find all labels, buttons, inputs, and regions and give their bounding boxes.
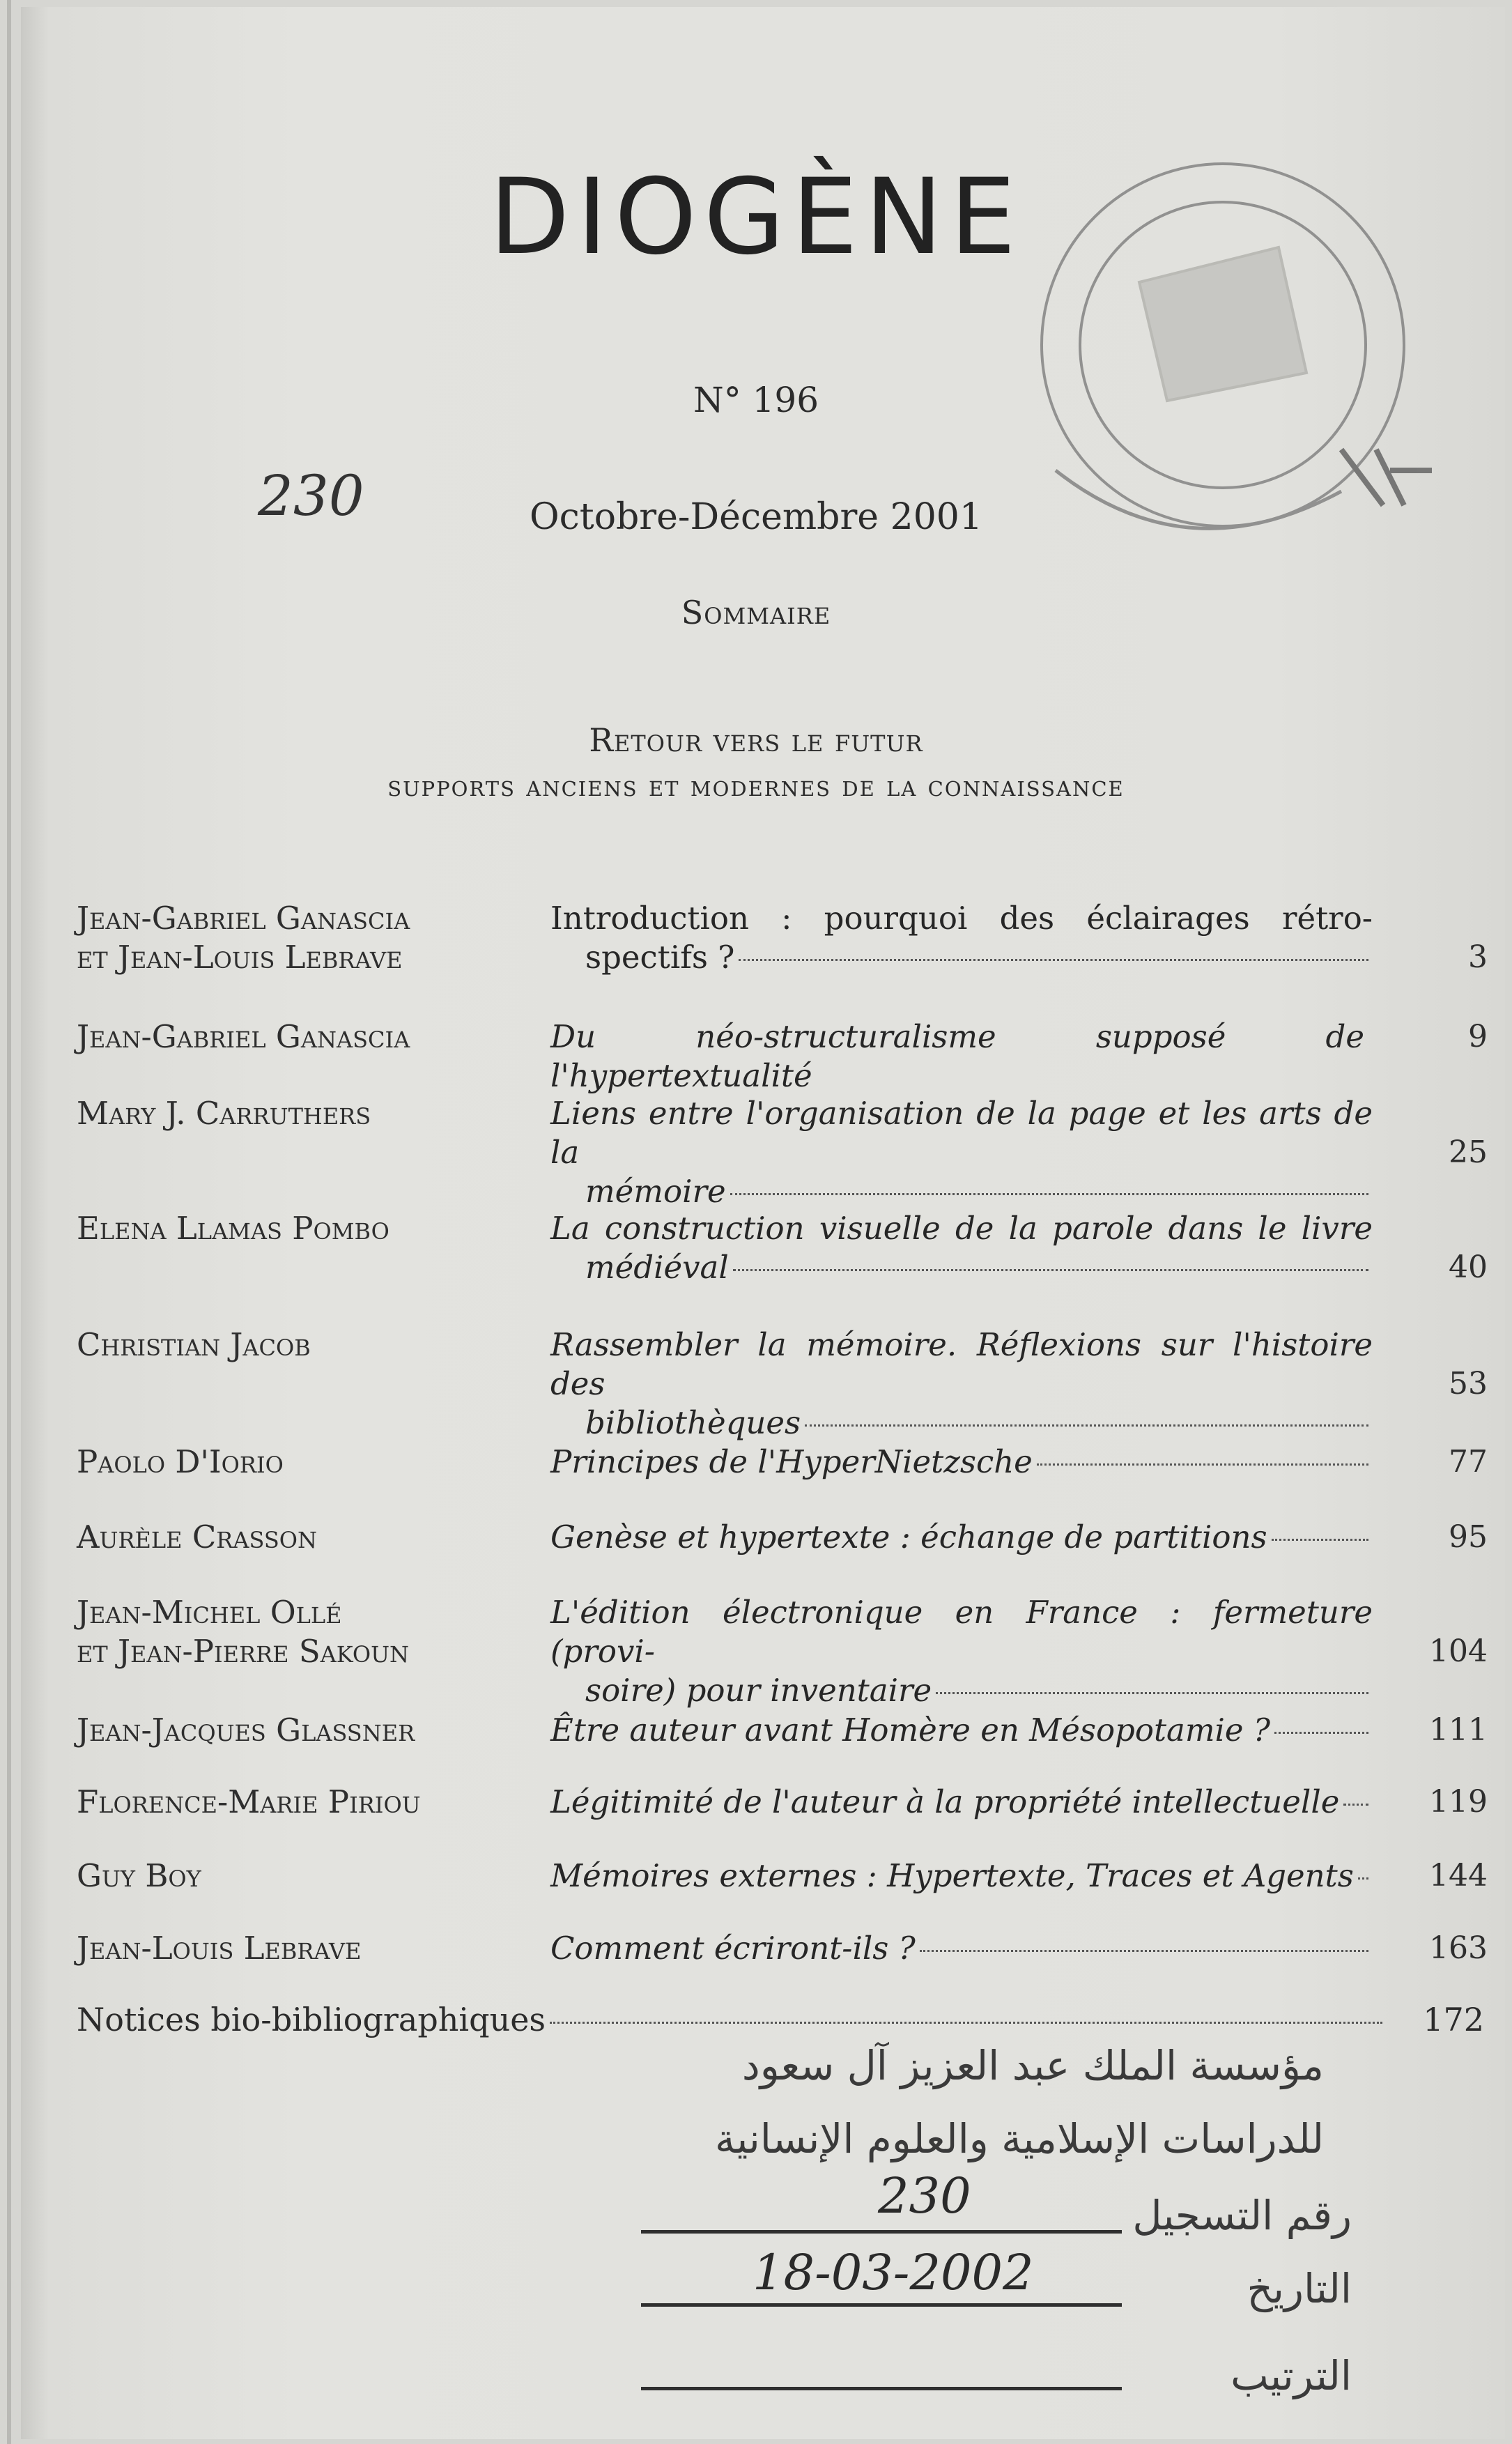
registration-date-label: التاريخ bbox=[1247, 2265, 1352, 2312]
entry-authors: Elena Llamas Pombo bbox=[77, 1210, 389, 1247]
entry-title: Légitimité de l'auteur à la propriété intellectuelle bbox=[550, 1783, 1373, 1822]
summary-heading: Sommaire bbox=[681, 594, 831, 631]
registration-stamp bbox=[627, 2028, 1366, 2418]
issue-date: Octobre-Décembre 2001 bbox=[530, 496, 982, 538]
entry-page: 53 bbox=[1449, 1366, 1488, 1401]
entry-authors: Guy Boy bbox=[77, 1857, 201, 1894]
registration-number-label: رقم التسجيل bbox=[1132, 2192, 1352, 2239]
classification-label: الترتيب bbox=[1231, 2352, 1352, 2399]
classification-line bbox=[641, 2387, 1122, 2390]
notices-page: 172 bbox=[1423, 2001, 1484, 2038]
institution-line1: مؤسسة الملك عبد العزيز آل سعود bbox=[741, 2042, 1324, 2089]
entry-page: 25 bbox=[1449, 1135, 1488, 1170]
entry-authors: Aurèle Crasson bbox=[77, 1519, 317, 1555]
registration-number: 230 bbox=[878, 2167, 971, 2224]
entry-authors: Florence-Marie Piriou bbox=[77, 1783, 421, 1820]
handwritten-number: 230 bbox=[258, 463, 364, 528]
spine-shadow bbox=[7, 0, 11, 2444]
entry-authors: Jean-Michel Ollé et Jean-Pierre Sakoun bbox=[77, 1594, 410, 1670]
entry-authors: Paolo D'Iorio bbox=[77, 1443, 284, 1480]
entry-authors: Mary J. Carruthers bbox=[77, 1095, 371, 1132]
entry-authors: Jean-Louis Lebrave bbox=[77, 1930, 362, 1967]
registration-number-line bbox=[641, 2230, 1122, 2234]
entry-page: 40 bbox=[1449, 1250, 1488, 1285]
registration-date: 18-03-2002 bbox=[753, 2244, 1034, 2301]
entry-page: 144 bbox=[1429, 1858, 1488, 1893]
registration-date-line bbox=[641, 2303, 1122, 2307]
entry-page: 77 bbox=[1449, 1444, 1488, 1480]
theme-title: Retour vers le futur bbox=[589, 721, 923, 759]
entry-title: Mémoires externes : Hypertexte, Traces et Agents bbox=[550, 1857, 1373, 1896]
entry-title: Genèse et hypertexte : échange de partitions bbox=[550, 1518, 1373, 1557]
entry-title: L'édition électronique en France : fermeture (provi- soire) pour inventaire bbox=[550, 1594, 1373, 1709]
entry-title: Introduction : pourquoi des éclairages rétro- spectifs ? bbox=[550, 900, 1373, 976]
entry-page: 111 bbox=[1429, 1712, 1488, 1748]
entry-title: Comment écriront-ils ? bbox=[550, 1929, 1373, 1968]
entry-authors: Christian Jacob bbox=[77, 1326, 311, 1363]
theme-subtitle: supports anciens et modernes de la connaissance bbox=[387, 769, 1125, 803]
entry-title: Principes de l'HyperNietzsche bbox=[550, 1443, 1373, 1482]
notices-label: Notices bio-bibliographiques bbox=[77, 2001, 546, 2038]
entry-authors: Jean-Gabriel Ganascia bbox=[77, 1018, 410, 1055]
entry-page: 3 bbox=[1468, 939, 1488, 975]
entry-page: 104 bbox=[1429, 1634, 1488, 1669]
entry-title: Liens entre l'organisation de la page et les arts de la mémoire bbox=[550, 1095, 1373, 1210]
entry-page: 163 bbox=[1429, 1930, 1488, 1966]
institution-line2: للدراسات الإسلامية والعلوم الإنسانية bbox=[714, 2115, 1324, 2162]
entry-title: Du néo-structuralisme supposé de l'hypertextualité bbox=[550, 1018, 1364, 1094]
entry-authors: Jean-Gabriel Ganascia et Jean-Louis Lebrave bbox=[77, 900, 410, 976]
entry-page: 9 bbox=[1468, 1019, 1488, 1054]
entry-page: 119 bbox=[1429, 1784, 1488, 1820]
entry-page: 95 bbox=[1449, 1519, 1488, 1555]
journal-title: DIOGÈNE bbox=[489, 157, 1023, 278]
entry-title: Rassembler la mémoire. Réflexions sur l'histoire des bibliothèques bbox=[550, 1326, 1373, 1441]
issue-number: N° 196 bbox=[693, 380, 819, 420]
entry-title: Être auteur avant Homère en Mésopotamie ? bbox=[550, 1711, 1373, 1750]
entry-authors: Jean-Jacques Glassner bbox=[77, 1712, 415, 1749]
entry-title: La construction visuelle de la parole dans le livre médiéval bbox=[550, 1210, 1373, 1286]
